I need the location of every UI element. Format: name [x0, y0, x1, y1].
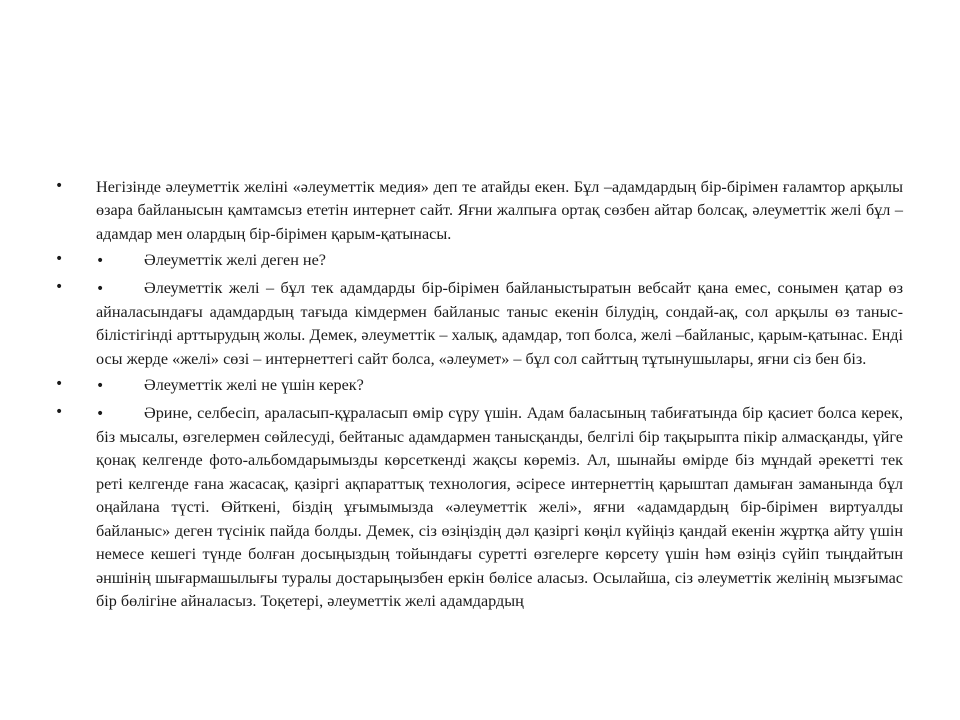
bullet-text: Әрине, селбесіп, араласып-құраласып өмір сүру үшін. Адам баласының табиғатында бір қасиет болса керек, біз мысалы, өзгелермен сөйлесуді, бейтаныс адамдармен танысқанды, белгілі бір тақырыпта пікір алмасқанды, үйге қонақ келгенде фото-альбомдарымызды көрсеткенді жақсы көреміз. Ал, шынайы өмірде біз мұндай әрекетті тек реті келгенде ғана жасасақ, қазіргі ақпараттық технология, әсіресе интернеттің қарыштап дамыған заманында бұл оңайлана түсті. Өйткені, біздің ұғымымызда «әлеуметтік желі», яғни «адамдардың бір-бірімен виртуалды байланыс» деген түсінік пайда болды. Демек, сіз өзіңіздің дәл қазіргі көңіл күйіңіз қандай екенін жұртқа айту үшін немесе кешегі түнде болған досыңыздың тойындағы суретті өзгелерге көрсету үшін һәм өзіңіз сүйіп тыңдайтын әншінің шығармашылығы туралы достарыңызбен еркін бөлісе аласыз. Осылайша, сіз әлеуметтік желінің мызғымас бір бөлігіне айналасыз. Тоқетері, әлеуметтік желі адамдардың	[96, 403, 903, 610]
inner-bullet-marker: •	[96, 253, 105, 270]
bullet-item	[55, 249, 903, 273]
bullet-marker: •	[55, 251, 64, 268]
bullet-text: Әлеуметтік желі – бұл тек адамдарды бір-бірімен байланыстыратын вебсайт қана емес, сонымен қатар өз айналасындағы адамдардың тағыда кімдермен байланыс таныс екенін білудің, сондай-ақ, сол арқылы өз таныс-білістігінді арттырудың жолы. Демек, әлеуметтік – халық, адамдар, топ болса, желі –байланыс, қарым-қатынас. Енді осы жерде «желі» сөзі – интернеттегі сайт болса, «әлеумет» – бұл сол сайттың тұтынушылары, яғни сіз бен біз.	[96, 278, 903, 368]
bullet-item	[55, 402, 903, 614]
bullet-text: Негізінде әлеуметтік желіні «әлеуметтік медия» деп те атайды екен. Бұл –адамдардың бір-бірімен ғаламтор арқылы өзара байланысын қамтамсыз ететін интернет сайт. Яғни жалпыға ортақ сөзбен айтар болсақ, әлеуметтік желі бұл – адамдар мен олардың бір-бірімен қарым-қатынасы.	[96, 178, 903, 243]
bullet-marker: •	[55, 403, 64, 420]
bullet-text: Әлеуметтік желі не үшін керек?	[144, 376, 364, 395]
bullet-text: Әлеуметтік желі деген не?	[144, 251, 326, 270]
bullet-list	[55, 176, 903, 616]
bullet-item	[55, 176, 903, 246]
bullet-marker: •	[55, 178, 64, 194]
bullet-marker: •	[55, 278, 64, 295]
inner-bullet-marker: •	[96, 280, 105, 297]
bullet-marker: •	[55, 376, 64, 393]
bullet-item	[55, 277, 903, 372]
bullet-item	[55, 374, 903, 398]
inner-bullet-marker: •	[96, 405, 105, 422]
inner-bullet-marker: •	[96, 378, 105, 395]
